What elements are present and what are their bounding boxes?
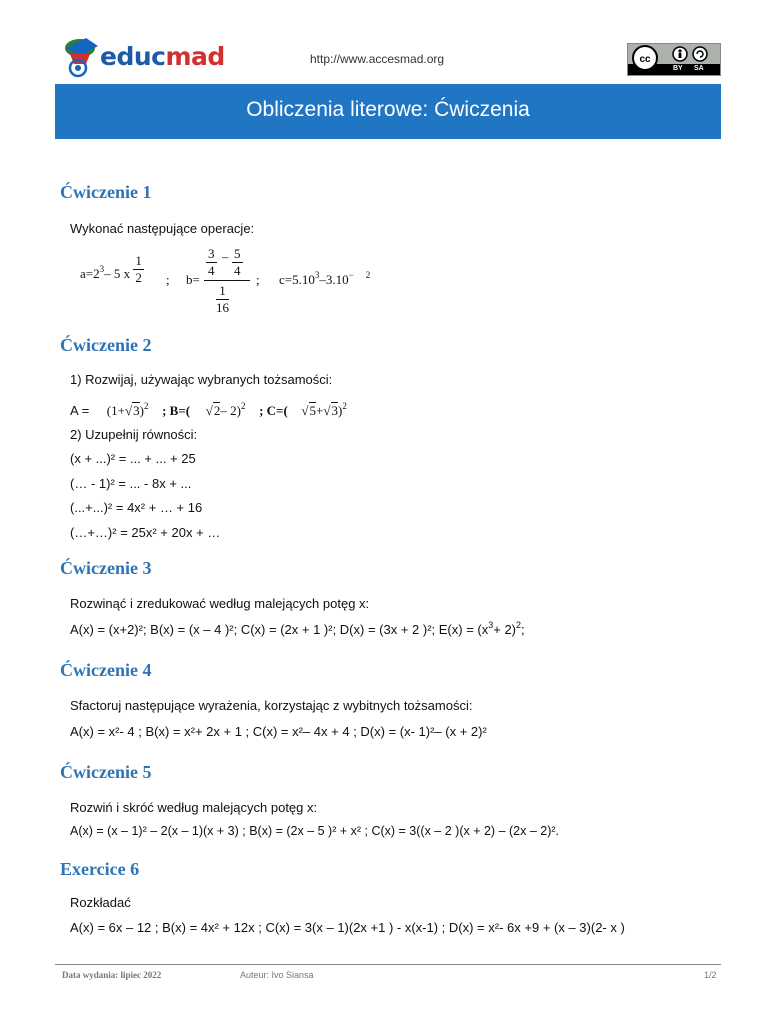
exercise-1-heading: Ćwiczenie 1: [60, 182, 152, 202]
exercise-1-expr-b: $\frac{3}{4}$ – $\frac{5}{4}$ $\frac{1}{16}$: [204, 244, 250, 317]
exercise-2-eq-4: (…+…)² = 25x² + 20x + …: [70, 525, 221, 540]
cc-license-badge[interactable]: [627, 43, 721, 76]
logo-text-educ: educ: [100, 42, 166, 71]
exercise-2-part2: 2) Uzupełnij równości:: [70, 427, 198, 442]
exercise-2-eq-1: (x + ...)² = ... + ... + 25: [70, 451, 196, 466]
educmad-logo: [60, 34, 225, 80]
exercise-1-expr-a: $a=2^3-$ 5 x $\frac{1}{2}$: [80, 252, 142, 285]
logo-mortarboard-icon: [60, 34, 102, 80]
exercise-6-intro: Rozkładać: [70, 895, 131, 910]
exercise-5-heading: Ćwiczenie 5: [60, 762, 152, 782]
exercise-2-identities: $A = (1+√3)^2$ ; B=( √2– 2)$^2$ ; C=( √5+√3)$^2$: [70, 401, 347, 418]
cc-by-label: BY: [673, 65, 683, 72]
exercise-2-intro: 1) Rozwijaj, używając wybranych tożsamości:: [70, 372, 333, 387]
exercise-2-eq-3: (...+...)² = 4x² + … + 16: [70, 500, 203, 515]
svg-text:cc: cc: [639, 54, 651, 65]
exercise-3-heading: Ćwiczenie 3: [60, 558, 152, 578]
exercise-6-heading: Exercice 6: [60, 859, 140, 879]
footer-date: Data wydania: lipiec 2022: [62, 970, 162, 980]
exercise-6-expressions: A(x) = 6x – 12 ; B(x) = 4x² + 12x ; C(x) = 3(x – 1)(2x +1 ) - x(x-1) ; D(x) = x²- 6x +9 + (x – 3)(2- x ): [70, 920, 625, 935]
site-url-link[interactable]: http://www.accesmad.org: [310, 52, 445, 66]
exercise-3-intro: Rozwinąć i zredukować według malejących potęg x:: [70, 596, 370, 611]
exercise-1-expr-c: $c=5.10^3-3.10^-$ $^2$: [279, 270, 371, 287]
cc-sa-label: SA: [694, 65, 704, 72]
exercise-4-intro: Sfactoruj następujące wyrażenia, korzystając z wybitnych tożsamości:: [70, 698, 473, 713]
page-title: Obliczenia literowe: Ćwiczenia: [246, 98, 530, 121]
exercise-5-expressions: A(x) = (x – 1)² – 2(x – 1)(x + 3) ; B(x) = (2x – 5 )² + x² ; C(x) = 3((x – 2 )(x + 2) – (2x – 2)².: [70, 824, 560, 838]
exercise-4-expressions: A(x) = x²- 4 ; B(x) = x²+ 2x + 1 ; C(x) = x²– 4x + 4 ; D(x) = (x- 1)²– (x + 2)²: [70, 724, 487, 739]
title-banner: [55, 84, 721, 139]
footer-divider: [55, 964, 721, 965]
exercise-3-expressions: A(x) = (x+2)²; B(x) = (x – 4 )²; C(x) = (2x + 1 )²; D(x) = (3x + 2 )²; $E(x) = (x^3+ 2)^2$;: [70, 620, 525, 637]
exercise-5-intro: Rozwiń i skróć według malejących potęg x:: [70, 800, 318, 815]
footer-author: Auteur: Ivo Siansa: [240, 970, 314, 980]
exercise-4-heading: Ćwiczenie 4: [60, 660, 152, 680]
exercise-1-b-label: b=: [186, 272, 200, 287]
footer-page-number: 1/2: [704, 970, 717, 980]
exercise-1-intro: Wykonać następujące operacje:: [70, 221, 255, 236]
exercise-1-separator-1: ;: [166, 272, 170, 287]
exercise-2-heading: Ćwiczenie 2: [60, 335, 152, 355]
exercise-1-separator-2: ;: [256, 272, 260, 287]
logo-text-mad: mad: [165, 42, 225, 71]
exercise-2-eq-2: (… - 1)² = ... - 8x + ...: [70, 476, 192, 491]
